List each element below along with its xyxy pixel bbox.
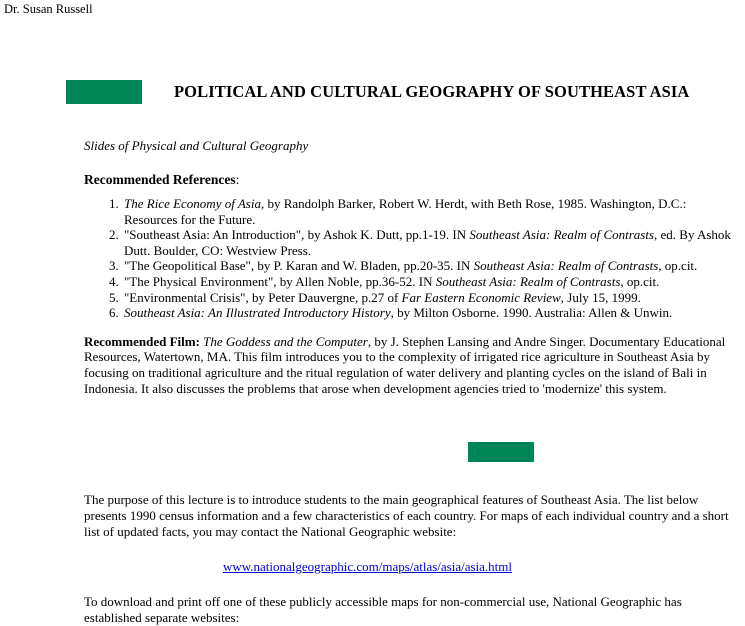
link-row bbox=[84, 558, 731, 576]
list-item bbox=[122, 227, 731, 258]
references-heading bbox=[84, 172, 731, 188]
national-geographic-link[interactable]: www.nationalgeographic.com/maps/atlas/asia/asia.html bbox=[222, 559, 513, 575]
reference-detail: , ed. By Ashok Dutt. Boulder, CO: Westview Press. bbox=[124, 227, 731, 258]
references-heading-colon: : bbox=[235, 172, 240, 187]
film-description: , by J. Stephen Lansing and Andre Singer. Documentary Educational Resources, Watertown, MA. This film introduces you to the complexity of irrigated rice agriculture in Southeast Asia by focusing on traditional agriculture and the ritual regulation of water delivery and planting cycles on the island of Bali in Indonesia. It also discusses the problems that arose when development agencies tried to 'modernize' this system. bbox=[84, 333, 726, 396]
green-accent-bar-middle bbox=[468, 442, 534, 462]
download-note: To download and print off one of these publicly accessible maps for non-commercial use, National Geographic has established separate websites: bbox=[84, 594, 682, 626]
reference-title: The Rice Economy of Asia bbox=[124, 196, 261, 211]
list-item bbox=[122, 258, 731, 274]
reference-title: Southeast Asia: Realm of Contrasts bbox=[473, 258, 659, 274]
reference-prefix: "The Physical Environment", by Allen Noble, pp.36-52. IN bbox=[124, 273, 436, 289]
recommended-film-paragraph bbox=[84, 334, 731, 396]
reference-detail: , op.cit. bbox=[620, 273, 660, 289]
reference-title: Southeast Asia: Realm of Contrasts bbox=[469, 227, 655, 243]
film-label: Recommended Film: bbox=[84, 333, 200, 349]
reference-title: Far Eastern Economic Review bbox=[401, 289, 561, 305]
reference-prefix: "Environmental Crisis", by Peter Dauvergne, p.27 of bbox=[124, 289, 402, 305]
list-item bbox=[122, 196, 731, 227]
reference-detail: , July 15, 1999. bbox=[560, 289, 641, 305]
subtitle: Slides of Physical and Cultural Geography bbox=[84, 138, 309, 153]
list-item bbox=[122, 305, 731, 321]
purpose-paragraph: The purpose of this lecture is to introduce students to the main geographical features of Southeast Asia. The list below presents 1990 census information and a few characteristics of each country. For maps of each individual country and a short list of updated facts, you may contact the National Geographic website: bbox=[84, 492, 729, 540]
title-row bbox=[0, 80, 745, 104]
list-item bbox=[122, 274, 731, 290]
document-body bbox=[0, 138, 745, 626]
middle-bar-wrap bbox=[84, 442, 731, 462]
author-name: Dr. Susan Russell bbox=[4, 2, 93, 16]
reference-detail: , op.cit. bbox=[658, 258, 698, 274]
reference-title: Southeast Asia: An Illustrated Introductory History bbox=[124, 305, 391, 321]
reference-prefix: "The Geopolitical Base", by P. Karan and W. Bladen, pp.20-35. IN bbox=[124, 258, 474, 274]
list-item bbox=[122, 290, 731, 306]
reference-title: Southeast Asia: Realm of Contrasts bbox=[435, 273, 621, 289]
reference-detail: , by Randolph Barker, Robert W. Herdt, with Beth Rose, 1985. Washington, D.C.: Resources for the Future. bbox=[124, 196, 687, 227]
page-title: POLITICAL AND CULTURAL GEOGRAPHY OF SOUTHEAST ASIA bbox=[174, 82, 690, 101]
references-list bbox=[84, 196, 731, 321]
green-accent-bar-top bbox=[66, 80, 142, 104]
reference-prefix: "Southeast Asia: An Introduction", by Ashok K. Dutt, pp.1-19. IN bbox=[124, 227, 470, 243]
reference-detail: , by Milton Osborne. 1990. Australia: Allen & Unwin. bbox=[390, 305, 673, 321]
references-heading-text: Recommended References bbox=[84, 172, 236, 187]
film-title: The Goddess and the Computer bbox=[203, 333, 368, 349]
